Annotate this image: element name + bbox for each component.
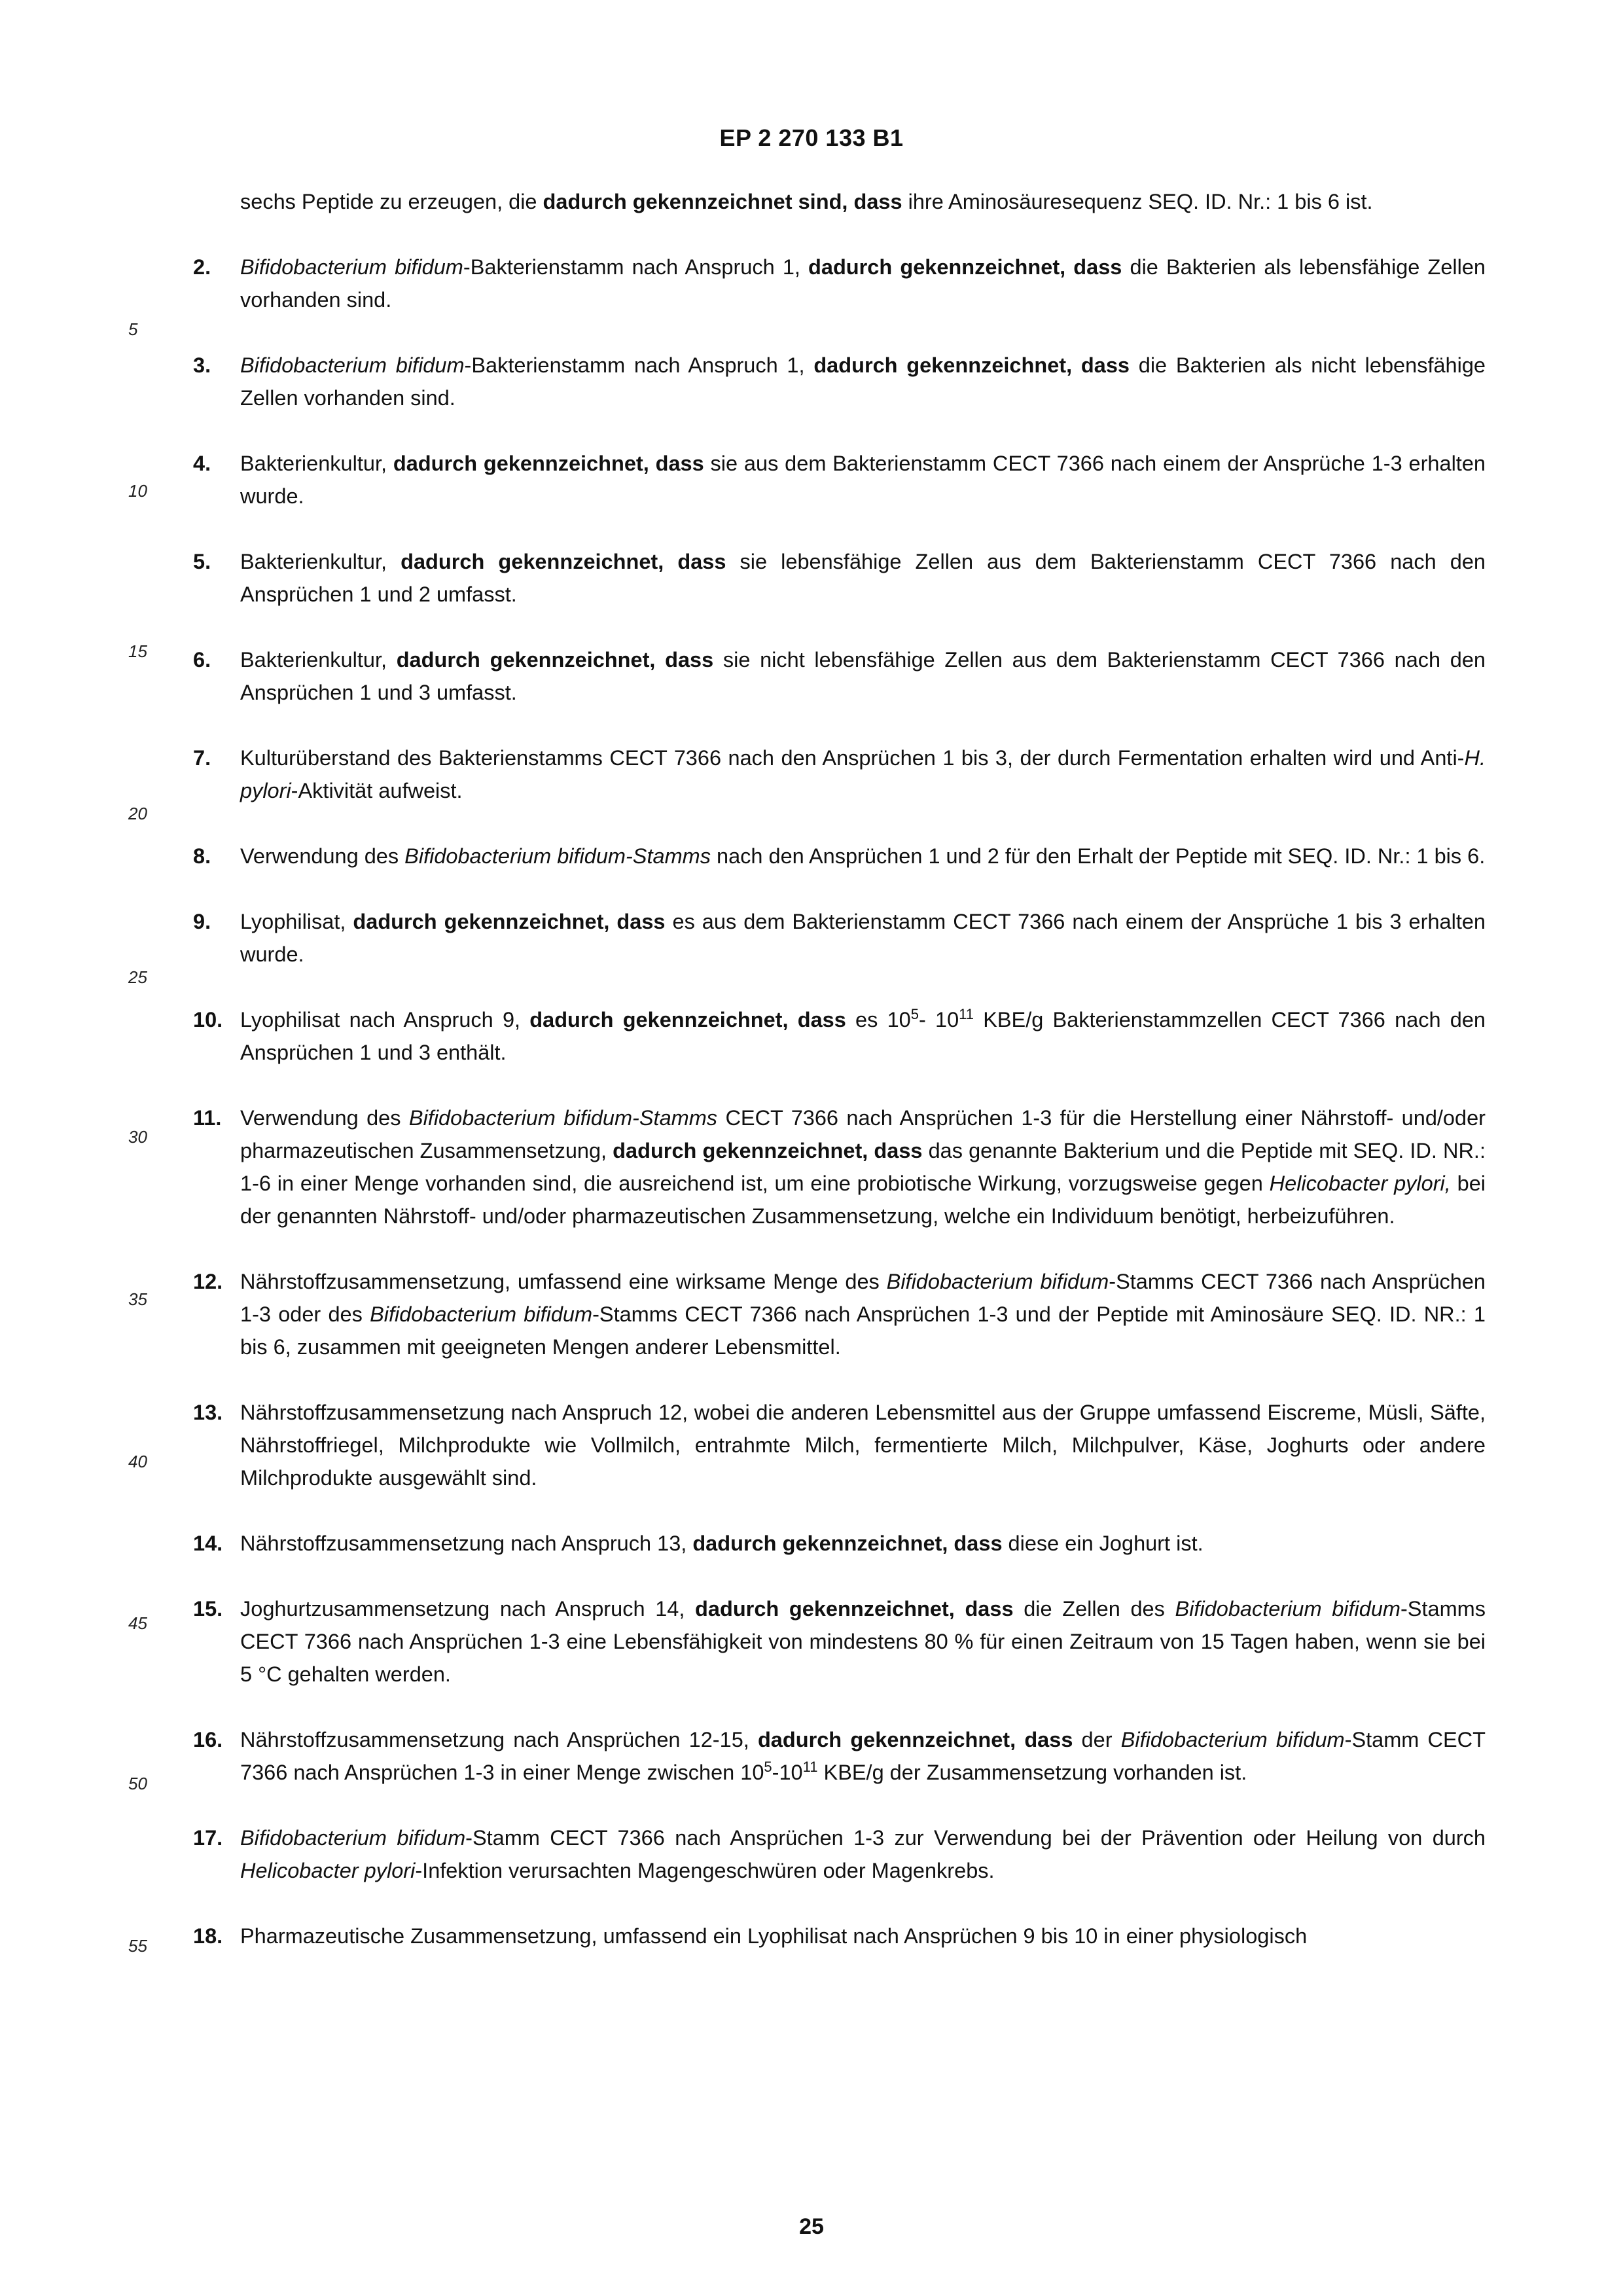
- claim-number: 7.: [193, 746, 211, 770]
- claim-11: [193, 1102, 1486, 1232]
- claim-14: [193, 1527, 1486, 1560]
- line-number: 5: [128, 319, 138, 339]
- line-number: 50: [128, 1774, 147, 1793]
- line-number: 40: [128, 1452, 147, 1471]
- claim-text: Joghurtzusammensetzung nach Anspruch 14, dadurch gekennzeichnet, dass die Zellen des Bifidobacterium bifidum-Stamms CECT 7366 nach Ansprüchen 1-3 eine Lebensfähigkeit von mindestens 80 % für einen Zeitraum von 15 Tagen haben, wenn sie bei 5 °C gehalten werden.: [240, 1597, 1486, 1686]
- claim-text: Bifidobacterium bifidum-Bakterienstamm nach Anspruch 1, dadurch gekennzeichnet, dass die Bakterien als nicht lebensfähige Zellen vorhanden sind.: [240, 353, 1486, 410]
- claim-text: Lyophilisat, dadurch gekennzeichnet, dass es aus dem Bakterienstamm CECT 7366 nach einem der Ansprüche 1 bis 3 erhalten wurde.: [240, 910, 1486, 966]
- claim-number: 5.: [193, 550, 211, 573]
- claim-10: [193, 1003, 1486, 1069]
- line-number: 35: [128, 1289, 147, 1309]
- claim-number: 14.: [193, 1532, 223, 1555]
- page-number: 25: [799, 2214, 824, 2239]
- claim-text: Nährstoffzusammensetzung nach Ansprüchen 12-15, dadurch gekennzeichnet, dass der Bifidobacterium bifidum-Stamm CECT 7366 nach Ansprüchen 1-3 in einer Menge zwischen $10^5-10^{11}$ KBE/g der Zusammensetzung vorhanden ist.: [240, 1728, 1486, 1784]
- claim-number: 10.: [193, 1008, 223, 1031]
- line-number: 25: [128, 967, 147, 987]
- claim-5: [193, 545, 1486, 611]
- claim-number: 9.: [193, 910, 211, 933]
- claim-number: 12.: [193, 1270, 223, 1293]
- line-number: 20: [128, 804, 147, 823]
- claim-text: Bakterienkultur, dadurch gekennzeichnet, dass sie lebensfähige Zellen aus dem Bakterienstamm CECT 7366 nach den Ansprüchen 1 und 2 umfasst.: [240, 550, 1486, 606]
- claim-number: 15.: [193, 1597, 223, 1621]
- claim-9: [193, 905, 1486, 971]
- claim-number: 6.: [193, 648, 211, 672]
- claim-7: [193, 742, 1486, 807]
- claim-text: Verwendung des Bifidobacterium bifidum-Stamms CECT 7366 nach Ansprüchen 1-3 für die Herstellung einer Nährstoff- und/oder pharmazeutischen Zusammensetzung, dadurch gekennzeichnet, dass das genannte Bakterium und die Peptide mit SEQ. ID. NR.: 1-6 in einer Menge vorhanden sind, die ausreichend ist, um eine probiotische Wirkung, vorzugsweise gegen Helicobacter pylori, bei der genannten Nährstoff- und/oder pharmazeutischen Zusammensetzung, welche ein Individuum benötigt, herbeizuführen.: [240, 1106, 1486, 1228]
- claim-number: 16.: [193, 1728, 223, 1751]
- claim-number: 18.: [193, 1924, 223, 1948]
- claim-8: [193, 840, 1486, 872]
- claim-text: Bakterienkultur, dadurch gekennzeichnet, dass sie nicht lebensfähige Zellen aus dem Bakterienstamm CECT 7366 nach den Ansprüchen 1 und 3 umfasst.: [240, 648, 1486, 704]
- page-header: EP 2 270 133 B1: [719, 124, 904, 151]
- claims-content: [193, 185, 1486, 1985]
- claim-number: 17.: [193, 1826, 223, 1850]
- claim-13: [193, 1396, 1486, 1494]
- line-number: 55: [128, 1936, 147, 1956]
- claim-text: Nährstoffzusammensetzung, umfassend eine wirksame Menge des Bifidobacterium bifidum-Stamms CECT 7366 nach Ansprüchen 1-3 oder des Bifidobacterium bifidum-Stamms CECT 7366 nach Ansprüchen 1-3 und der Peptide mit Aminosäure SEQ. ID. NR.: 1 bis 6, zusammen mit geeigneten Mengen anderer Lebensmittel.: [240, 1270, 1486, 1359]
- claim-text: Nährstoffzusammensetzung nach Anspruch 13, dadurch gekennzeichnet, dass diese ein Joghurt ist.: [240, 1532, 1204, 1555]
- claim-text: Pharmazeutische Zusammensetzung, umfassend ein Lyophilisat nach Ansprüchen 9 bis 10 in einer physiologisch: [240, 1924, 1308, 1948]
- claim-text: Kulturüberstand des Bakterienstamms CECT 7366 nach den Ansprüchen 1 bis 3, der durch Fermentation erhalten wird und Anti-H. pylori-Aktivität aufweist.: [240, 746, 1486, 802]
- claim-3: [193, 349, 1486, 414]
- claim-text: Bifidobacterium bifidum-Bakterienstamm nach Anspruch 1, dadurch gekennzeichnet, dass die Bakterien als lebensfähige Zellen vorhanden sind.: [240, 255, 1486, 312]
- claim-text: Verwendung des Bifidobacterium bifidum-Stamms nach den Ansprüchen 1 und 2 für den Erhalt der Peptide mit SEQ. ID. Nr.: 1 bis 6.: [240, 844, 1486, 868]
- claim-number: 11.: [193, 1106, 222, 1130]
- claim-12: [193, 1265, 1486, 1363]
- claim-15: [193, 1592, 1486, 1691]
- claim-1-continuation: sechs Peptide zu erzeugen, die dadurch gekennzeichnet sind, dass ihre Aminosäuresequenz SEQ. ID. Nr.: 1 bis 6 ist.: [240, 190, 1373, 213]
- claim-text: Bakterienkultur, dadurch gekennzeichnet, dass sie aus dem Bakterienstamm CECT 7366 nach einem der Ansprüche 1-3 erhalten wurde.: [240, 452, 1486, 508]
- claim-4: [193, 447, 1486, 512]
- claim-number: 4.: [193, 452, 211, 475]
- claim-text: Bifidobacterium bifidum-Stamm CECT 7366 nach Ansprüchen 1-3 zur Verwendung bei der Prävention oder Heilung von durch Helicobacter pylori-Infektion verursachten Magengeschwüren oder Magenkrebs.: [240, 1826, 1486, 1882]
- line-number: 15: [128, 641, 147, 661]
- claim-16: [193, 1723, 1486, 1789]
- line-number: 30: [128, 1127, 147, 1147]
- line-number: 10: [128, 481, 147, 501]
- claim-number: 3.: [193, 353, 211, 377]
- claim-text: Nährstoffzusammensetzung nach Anspruch 12, wobei die anderen Lebensmittel aus der Gruppe umfassend Eiscreme, Müsli, Säfte, Nährstoffriegel, Milchprodukte wie Vollmilch, entrahmte Milch, fermentierte Milch, Milchpulver, Käse, Joghurts oder andere Milchprodukte ausgewählt sind.: [240, 1401, 1486, 1490]
- margin-line-numbers: [0, 0, 196, 2296]
- claim-6: [193, 643, 1486, 709]
- claim-17: [193, 1821, 1486, 1887]
- claim-number: 8.: [193, 844, 211, 868]
- claim-number: 2.: [193, 255, 211, 279]
- claim-18: [193, 1920, 1486, 1952]
- claim-text: Lyophilisat nach Anspruch 9, dadurch gekennzeichnet, dass es $10^5-$ $10^{11}$ KBE/g Bakterienstammzellen CECT 7366 nach den Ansprüchen 1 und 3 enthält.: [240, 1006, 1486, 1064]
- line-number: 45: [128, 1613, 147, 1633]
- claim-number: 13.: [193, 1401, 223, 1424]
- claim-2: [193, 251, 1486, 316]
